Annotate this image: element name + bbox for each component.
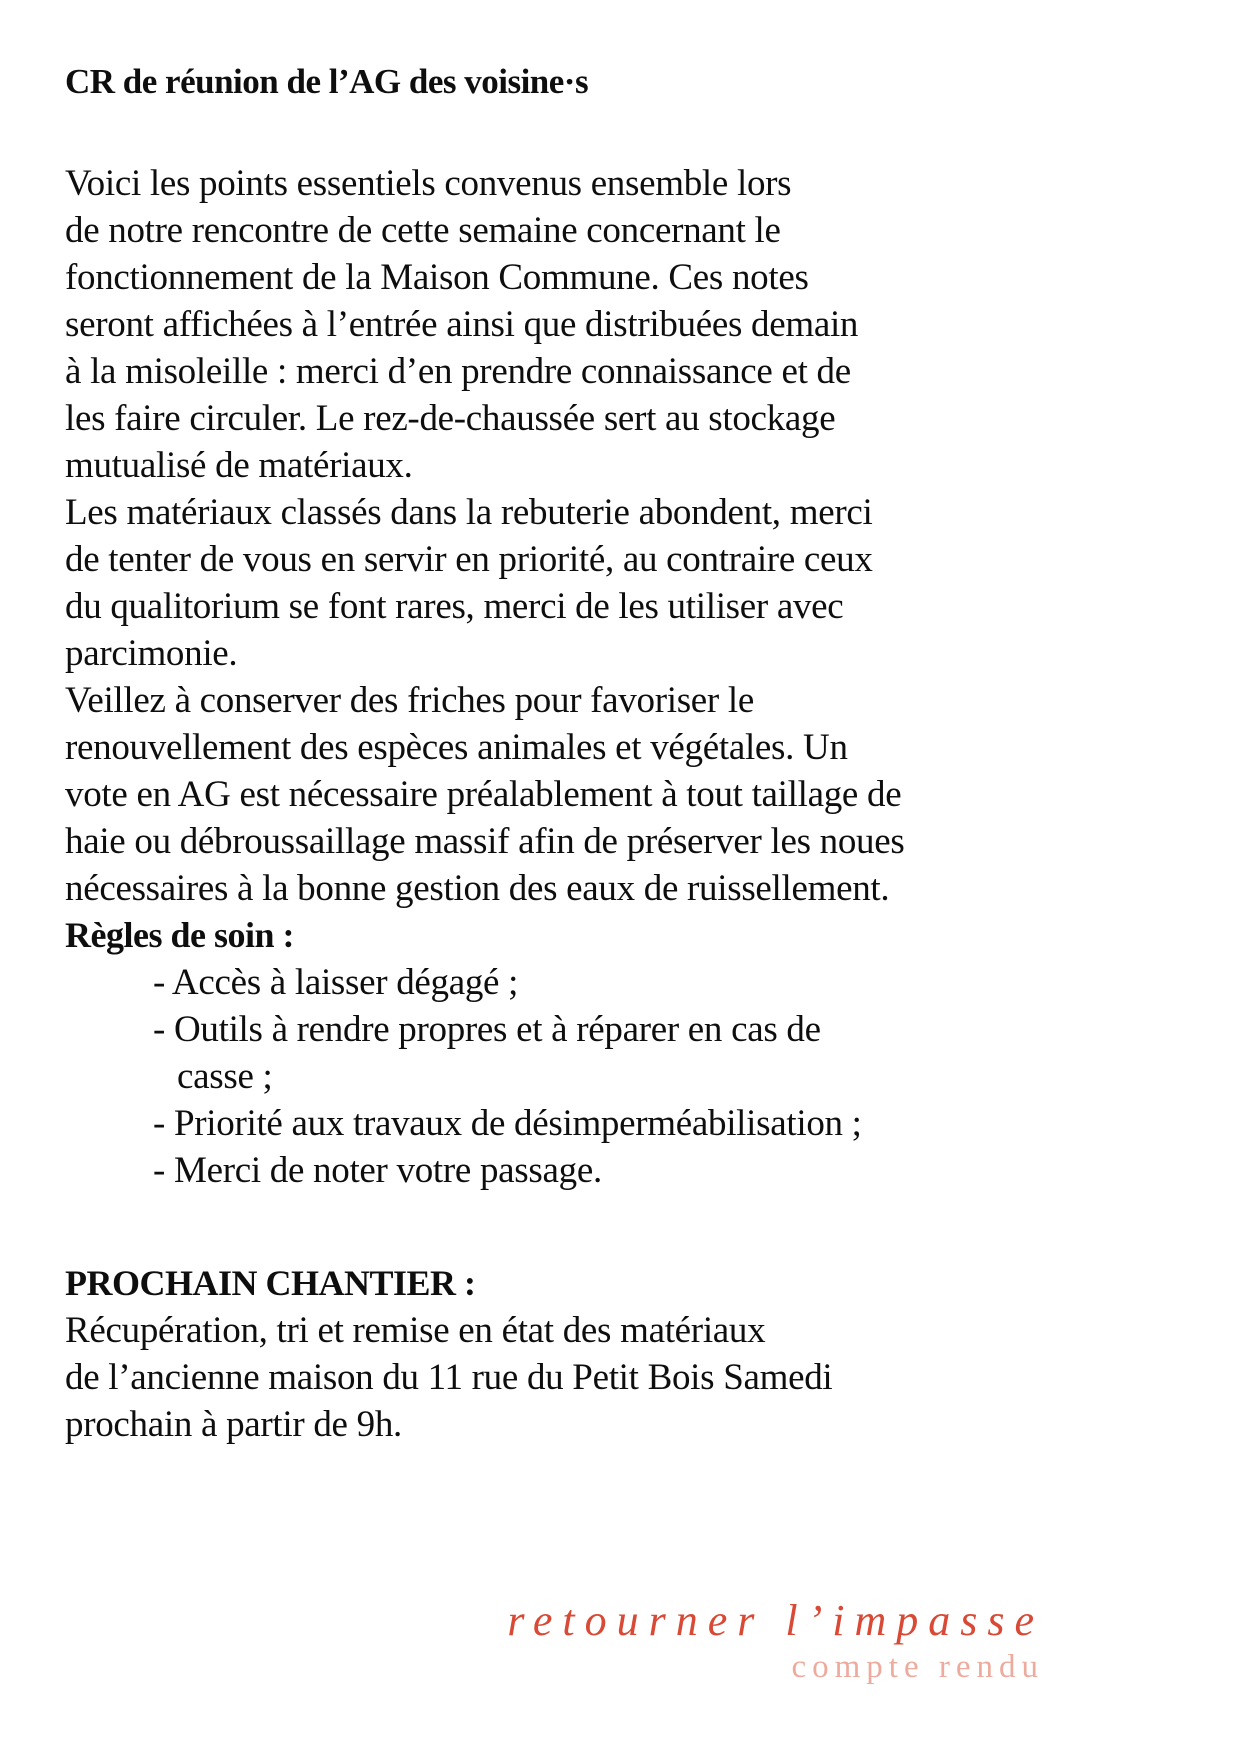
document-type-label: compte rendu <box>791 1649 1044 1685</box>
paragraph-line: à la misoleille : merci d’en prendre connaissance et de <box>65 351 851 392</box>
paragraph-line: de notre rencontre de cette semaine concernant le <box>65 210 781 251</box>
next-project-heading: PROCHAIN CHANTIER : <box>65 1263 476 1303</box>
paragraph-line: du qualitorium se font rares, merci de les utiliser avec <box>65 586 844 627</box>
paragraph-line: renouvellement des espèces animales et végétales. Un <box>65 727 848 768</box>
fallow-paragraph <box>65 677 1175 912</box>
intro-paragraph <box>65 160 1175 489</box>
brand-name: retourner l’impasse <box>507 1596 1044 1645</box>
paragraph-line: prochain à partir de 9h. <box>65 1404 402 1445</box>
paragraph-line: Veillez à conserver des friches pour favoriser le <box>65 680 755 721</box>
paragraph-line: parcimonie. <box>65 633 238 674</box>
list-item: - Merci de noter votre passage. <box>153 1150 602 1191</box>
paragraph-line: mutualisé de matériaux. <box>65 445 413 486</box>
page-title: CR de réunion de l’AG des voisine·s <box>65 62 589 101</box>
materials-paragraph <box>65 489 1175 677</box>
list-item: - Priorité aux travaux de désimperméabilisation ; <box>153 1103 862 1144</box>
footer-signature <box>507 1596 1044 1688</box>
document-content <box>65 62 1175 1448</box>
paragraph-line: de tenter de vous en servir en priorité, au contraire ceux <box>65 539 873 580</box>
care-rules-heading: Règles de soin : <box>65 915 294 955</box>
list-item-wrap: casse ; <box>177 1056 273 1097</box>
care-rules-list <box>65 959 1175 1194</box>
paragraph-line: de l’ancienne maison du 11 rue du Petit Bois Samedi <box>65 1357 833 1398</box>
list-item: - Outils à rendre propres et à réparer en cas de <box>153 1009 821 1050</box>
paragraph-line: vote en AG est nécessaire préalablement à tout taillage de <box>65 774 902 815</box>
paragraph-line: Voici les points essentiels convenus ensemble lors <box>65 163 792 204</box>
paragraph-line: les faire circuler. Le rez-de-chaussée sert au stockage <box>65 398 836 439</box>
paragraph-line: seront affichées à l’entrée ainsi que distribuées demain <box>65 304 859 345</box>
list-item: - Accès à laisser dégagé ; <box>153 962 519 1003</box>
paragraph-line: nécessaires à la bonne gestion des eaux de ruissellement. <box>65 868 890 909</box>
section-spacer <box>65 1194 1175 1260</box>
paragraph-line: haie ou débroussaillage massif afin de préserver les noues <box>65 821 905 862</box>
next-project-paragraph <box>65 1307 1175 1448</box>
paragraph-line: Les matériaux classés dans la rebuterie abondent, merci <box>65 492 873 533</box>
paragraph-line: Récupération, tri et remise en état des matériaux <box>65 1310 766 1351</box>
paragraph-line: fonctionnement de la Maison Commune. Ces notes <box>65 257 809 298</box>
